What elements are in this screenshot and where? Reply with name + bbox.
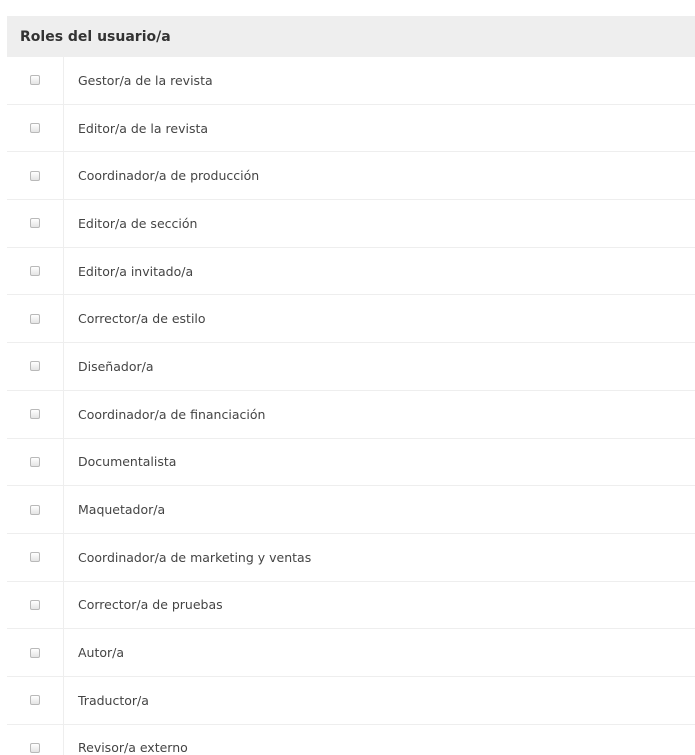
role-checkbox-cell [7, 152, 64, 199]
role-label: Editor/a de sección [78, 215, 198, 231]
role-checkbox-cell [7, 534, 64, 581]
role-checkbox-cell [7, 248, 64, 295]
role-label: Documentalista [78, 454, 177, 470]
role-checkbox[interactable] [30, 695, 40, 705]
role-label: Gestor/a de la revista [78, 72, 213, 88]
role-label: Coordinador/a de marketing y ventas [78, 549, 312, 565]
role-row [7, 57, 695, 105]
panel-header [7, 16, 695, 57]
role-checkbox-cell [7, 343, 64, 390]
role-checkbox-cell [7, 486, 64, 533]
role-row [7, 105, 695, 153]
role-row [7, 343, 695, 391]
role-label: Revisor/a externo [78, 740, 188, 755]
role-row [7, 248, 695, 296]
role-checkbox-cell [7, 391, 64, 438]
role-checkbox[interactable] [30, 266, 40, 276]
role-label: Coordinador/a de producción [78, 168, 260, 184]
role-row [7, 725, 695, 755]
role-checkbox[interactable] [30, 457, 40, 467]
role-label: Corrector/a de estilo [78, 311, 206, 327]
role-label: Traductor/a [78, 692, 149, 708]
role-checkbox[interactable] [30, 743, 40, 753]
role-label: Diseñador/a [78, 358, 154, 374]
role-checkbox-cell [7, 200, 64, 247]
role-checkbox[interactable] [30, 123, 40, 133]
role-checkbox[interactable] [30, 648, 40, 658]
role-checkbox-cell [7, 295, 64, 342]
role-row [7, 534, 695, 582]
role-checkbox-cell [7, 725, 64, 755]
panel-title: Roles del usuario/a [20, 28, 171, 45]
role-checkbox[interactable] [30, 171, 40, 181]
role-checkbox[interactable] [30, 505, 40, 515]
user-roles-panel [7, 16, 695, 755]
role-checkbox-cell [7, 582, 64, 629]
role-checkbox-cell [7, 57, 64, 104]
role-checkbox[interactable] [30, 552, 40, 562]
role-checkbox[interactable] [30, 314, 40, 324]
role-row [7, 582, 695, 630]
role-checkbox[interactable] [30, 218, 40, 228]
role-checkbox[interactable] [30, 361, 40, 371]
role-row [7, 486, 695, 534]
role-checkbox-cell [7, 677, 64, 724]
role-label: Corrector/a de pruebas [78, 597, 223, 613]
role-checkbox-cell [7, 105, 64, 152]
role-row [7, 295, 695, 343]
role-label: Autor/a [78, 645, 125, 661]
role-checkbox[interactable] [30, 75, 40, 85]
role-row [7, 677, 695, 725]
role-label: Editor/a de la revista [78, 120, 209, 136]
role-checkbox[interactable] [30, 409, 40, 419]
roles-list [7, 57, 695, 755]
role-label: Coordinador/a de financiación [78, 406, 266, 422]
role-label: Editor/a invitado/a [78, 263, 194, 279]
role-checkbox[interactable] [30, 600, 40, 610]
role-row [7, 439, 695, 487]
role-label: Maquetador/a [78, 502, 166, 518]
role-row [7, 629, 695, 677]
role-checkbox-cell [7, 439, 64, 486]
role-checkbox-cell [7, 629, 64, 676]
role-row [7, 200, 695, 248]
role-row [7, 152, 695, 200]
role-row [7, 391, 695, 439]
